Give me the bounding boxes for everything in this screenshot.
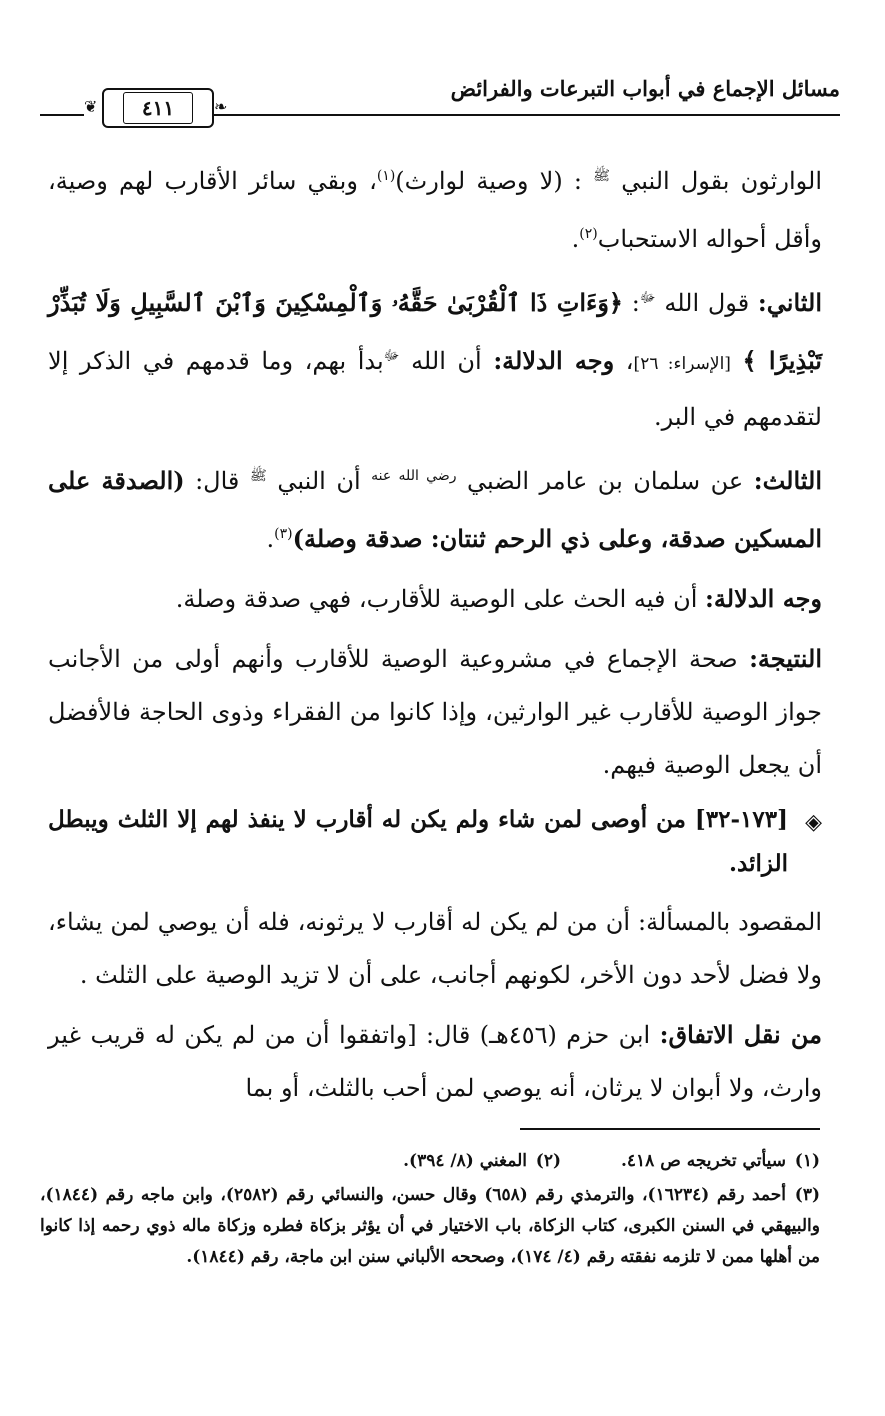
honorific: رضي الله عنه [371,468,457,484]
footnote-3 [40,1180,820,1273]
paragraph-2 [48,272,822,444]
text: أن من لم يكن له أقارب لا يرثونه، فله أن يوصي لمن يشاء، ولا فضل لأحد دون الأخر، لكونهم أجانب، على أن لا تزيد الوصية على الثلث . [48,908,822,989]
ornament-left-icon: ❦ [84,97,98,116]
hadith-quote: (الصدقة على المسكين صدقة، وعلى ذي الرحم ثنتان: صدقة وصلة) [48,466,822,553]
footnote-rule [520,1128,820,1130]
text: بدأ بهم، وما قدمهم في الذكر إلا لتقدمهم في البر. [48,347,822,431]
honorific: ﷺ [593,168,611,184]
issue-heading [48,798,822,886]
text: قول الله [664,289,758,317]
footnote-1 [621,1146,820,1177]
text: أن النبي [277,467,372,495]
header-title: مسائل الإجماع في أبواب التبرعات والفرائض [450,76,840,101]
paragraph-lead: الثالث: [753,466,822,495]
main-text [48,150,822,1121]
text: قال: [184,467,250,495]
paragraph-3 [48,450,822,566]
footnote-ref: (٢) [579,226,598,242]
quran-verse: ﴿وَءَاتِ ذَا ٱلْقُرْبَىٰ حَقَّهُۥ وَٱلْمِسْكِينَ وَٱبْنَ ٱلسَّبِيلِ وَلَا تُبَذِّرْ تَبْذِيرًا ﴾ [48,288,822,375]
honorific: ﷻ [639,290,656,306]
text: عن سلمان بن عامر الضبي [467,467,754,495]
text: أن الله [411,347,494,375]
footnote-number: (٢) [535,1151,561,1171]
paragraph-lead: وجه الدلالة: [705,584,822,613]
paragraph-4 [48,572,822,626]
footnote-ref: (٣) [274,526,293,542]
paragraph-7 [48,1008,822,1115]
text: ، [614,347,634,375]
text: ، وبقي سائر الأقارب لهم وصية، وأقل أحواله الاستحباب [48,167,822,253]
honorific: ﷺ [249,468,267,484]
header-rule-left [40,114,84,116]
paragraph-1 [48,150,822,266]
footnote-ref: (١) [376,168,396,184]
text: أن فيه الحث على الوصية للأقارب، فهي صدقة وصلة. [175,585,706,613]
header-rule [190,114,840,116]
text: : (لا وصية لوارث) [395,167,582,195]
text: : [622,289,640,317]
running-header [40,70,840,130]
footnote-text: المغني (٨/ ٣٩٤). [403,1151,527,1171]
text: . [266,525,275,553]
paragraph-lead: من نقل الاتفاق: [659,1020,822,1049]
paragraph-5 [48,632,822,792]
verse-reference: [الإسراء: ٢٦] [633,354,731,374]
honorific: ﷻ [383,348,400,364]
text: . [571,225,580,253]
page-number: ٤١١ [123,92,193,124]
footnote-text: أحمد رقم (١٦٢٣٤)، والترمذي رقم (٦٥٨) وقال حسن، والنسائي رقم (٢٥٨٢)، وابن ماجه رقم (١٨٤٤)، والبيهقي في السنن الكبرى، كتاب الزكاة، باب الاختيار في أن يؤثر بزكاة فطره وزكاة ماله ذوي رحمه إذا كانوا من أهلها ممن لا تلزمه نفقته رقم (٤/ ١٧٤)، وصححه الألباني سنن ابن ماجة، رقم (١٨٤٤). [40,1185,820,1267]
footnote-number: (١) [794,1151,820,1171]
paragraph-6 [48,896,822,1002]
text: صحة الإجماع في مشروعية الوصية للأقارب وأنهم أولى من الأجانب جواز الوصية للأقارب غير الوارثين، وإذا كانوا من الفقراء وذوى الحاجة فالأفضل أن يجعل الوصية فيهم. [48,645,822,779]
footnotes [40,1128,820,1267]
footnote-text: سيأتي تخريجه ص ٤١٨. [621,1151,786,1171]
text: ابن حزم (٤٥٦هـ) قال: [واتفقوا أن من لم يكن له قريب غير وارث، ولا أبوان لا يرثان، أنه يوصي لمن أحب بالثلث، أو بما [48,1021,822,1102]
footnote-number: (٣) [794,1185,820,1205]
paragraph-lead: النتيجة: [749,644,822,673]
issue-title: [١٧٣-٣٢] من أوصى لمن شاء ولم يكن له أقارب لا ينفذ لهم إلا الثلث ويبطل الزائد. [48,806,788,877]
page-number-box [102,88,214,128]
diamond-icon: ◈ [805,809,822,835]
paragraph-lead: المقصود بالمسألة: [637,908,822,936]
paragraph-lead: الثاني: [757,288,822,317]
text: الوارثون بقول النبي [621,167,822,195]
footnote-2 [403,1146,561,1177]
footnote-row-1 [40,1146,820,1177]
ornament-right-icon: ❧ [214,97,228,116]
paragraph-lead: وجه الدلالة: [493,346,615,375]
